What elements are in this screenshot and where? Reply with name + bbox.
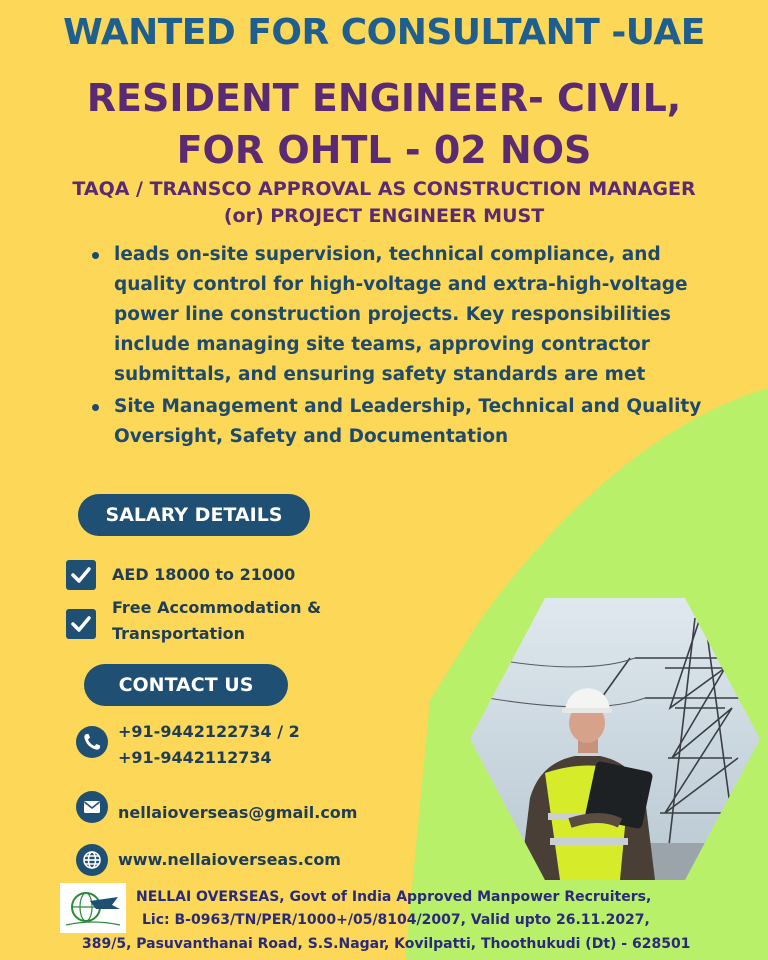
position-title-line2: FOR OHTL - 02 NOS bbox=[176, 128, 592, 172]
position-title-line1: RESIDENT ENGINEER- CIVIL, bbox=[86, 76, 682, 120]
position-title bbox=[0, 72, 768, 176]
checkbox-icon bbox=[66, 560, 96, 590]
salary-range: AED 18000 to 21000 bbox=[112, 565, 296, 584]
duties-list bbox=[90, 240, 730, 454]
mail-icon bbox=[76, 791, 108, 823]
duty-item: Site Management and Leadership, Technical and Quality Oversight, Safety and Documentation bbox=[90, 392, 730, 452]
company-logo bbox=[60, 883, 126, 933]
phone-number-1[interactable]: +91-9442122734 / 2 bbox=[118, 722, 300, 741]
globe-icon bbox=[76, 844, 108, 876]
engineer-photo bbox=[460, 598, 760, 880]
checkbox-icon bbox=[66, 609, 96, 639]
requirement-line2: (or) PROJECT ENGINEER MUST bbox=[223, 205, 545, 227]
footer-address-line: 389/5, Pasuvanthanai Road, S.S.Nagar, Kovilpatti, Thoothukudi (Dt) - 628501 bbox=[82, 936, 691, 952]
requirement-line1: TAQA / TRANSCO APPROVAL AS CONSTRUCTION MANAGER bbox=[72, 178, 696, 200]
requirement-note bbox=[0, 176, 768, 230]
page-title: WANTED FOR CONSULTANT -UAE bbox=[63, 12, 705, 53]
website-link[interactable]: www.nellaioverseas.com bbox=[118, 850, 341, 869]
phone-icon bbox=[76, 726, 108, 758]
footer-license-line: Lic: B-0963/TN/PER/1000+/05/8104/2007, Valid upto 26.11.2027, bbox=[142, 912, 650, 928]
salary-details-heading: SALARY DETAILS bbox=[78, 494, 310, 536]
email-link[interactable]: nellaioverseas@gmail.com bbox=[118, 803, 358, 822]
contact-us-heading: CONTACT US bbox=[84, 664, 288, 706]
phone-number-2[interactable]: +91-9442112734 bbox=[118, 748, 272, 767]
benefits-text: Free Accommodation & Transportation bbox=[112, 598, 322, 643]
duty-item: leads on-site supervision, technical compliance, and quality control for high-voltage and extra-high-voltage power line construction projects. Key responsibilities include managing site teams, approving contractor submittals, and ensuring safety standards are met bbox=[90, 240, 730, 390]
footer-company-line: NELLAI OVERSEAS, Govt of India Approved Manpower Recruiters, bbox=[136, 889, 652, 905]
